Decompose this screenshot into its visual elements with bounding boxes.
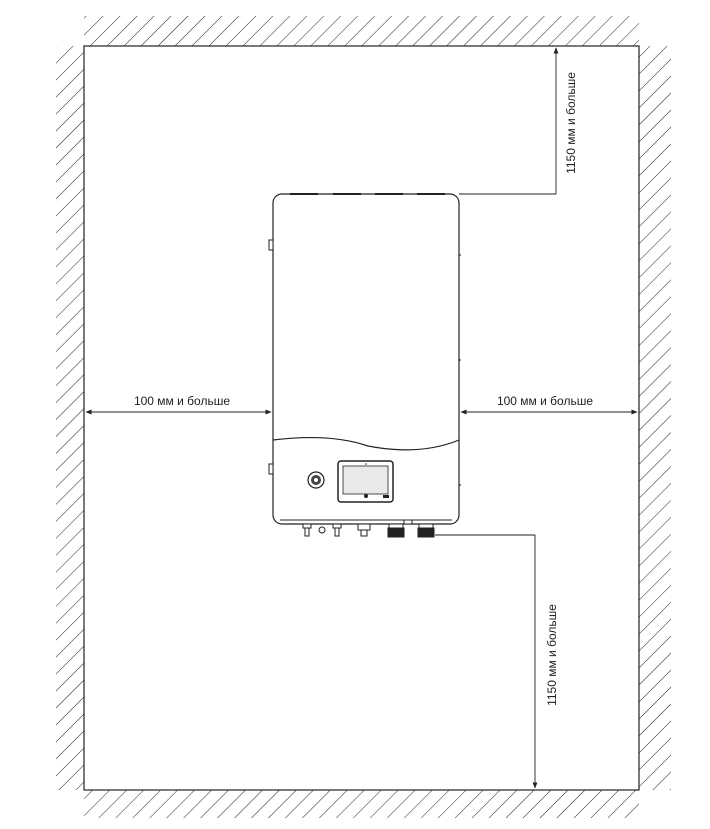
right-clearance-label: 100 мм и больше bbox=[496, 394, 594, 408]
left-wall bbox=[56, 46, 84, 790]
left-clearance-label: 100 мм и больше bbox=[133, 394, 231, 408]
heat-pump-unit bbox=[269, 194, 461, 537]
top-clearance-label: 1150 мм и больше bbox=[564, 72, 578, 174]
bottom-clearance-label: 1150 мм и больше bbox=[545, 604, 559, 706]
control-panel-screen bbox=[338, 461, 393, 502]
bottom-wall bbox=[84, 790, 639, 818]
top-wall bbox=[84, 16, 639, 46]
right-wall bbox=[639, 46, 671, 790]
pressure-gauge-icon bbox=[308, 472, 324, 488]
